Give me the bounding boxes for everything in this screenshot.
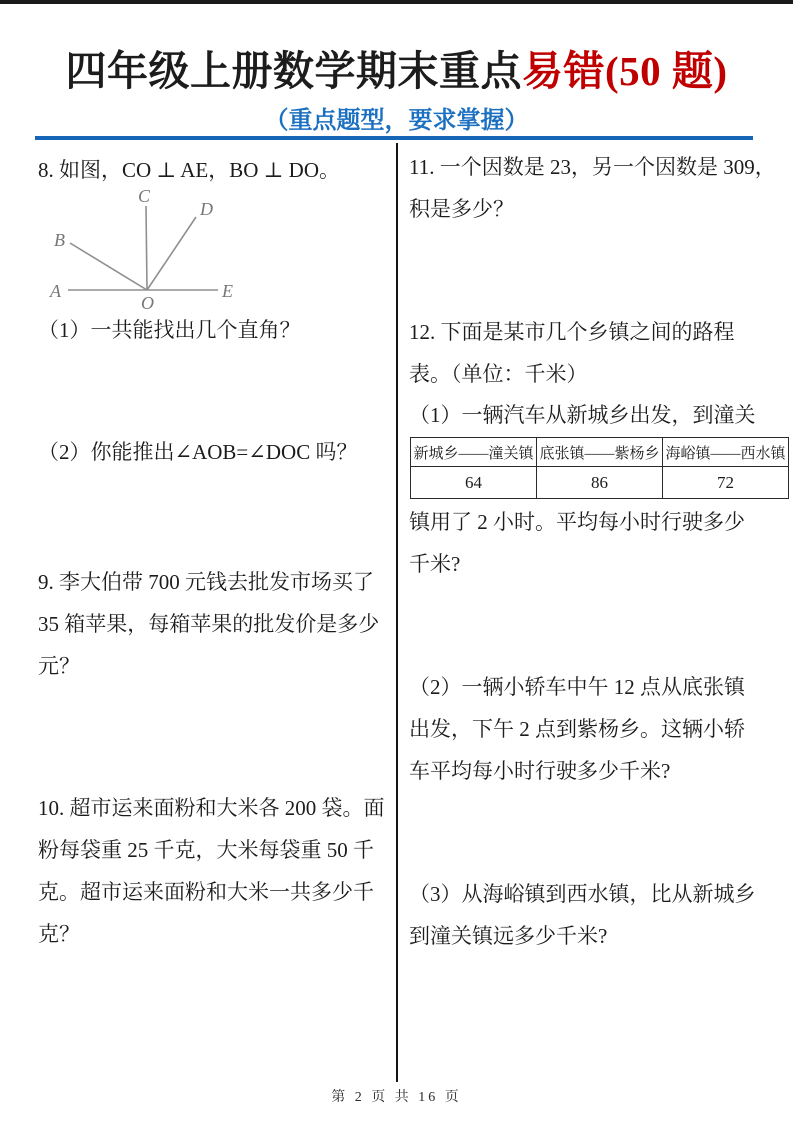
- question-12-part3-line: 到潼关镇远多少千米?: [409, 924, 608, 948]
- question-12-part2: [409, 666, 791, 792]
- distance-table-header-row: [411, 438, 789, 467]
- question-12-part1-cont-line: 镇用了 2 小时。平均每小时行驶多少: [409, 510, 745, 534]
- question-8-part2: [38, 431, 390, 473]
- distance-table-header: 海峪镇——西水镇: [663, 438, 789, 467]
- question-9-line: 35 箱苹果，每箱苹果的批发价是多少: [38, 612, 380, 636]
- distance-table-value-row: [411, 467, 789, 499]
- question-8-part2-text: （2）你能推出∠AOB=∠DOC 吗？: [38, 440, 358, 464]
- question-9-line: 元？: [38, 654, 80, 678]
- page-subtitle: （重点题型，要求掌握）: [264, 108, 529, 134]
- question-9-line: 9. 李大伯带 700 元钱去批发市场买了: [38, 570, 374, 594]
- question-12-part1-text: （1）一辆汽车从新城乡出发，到潼关: [409, 403, 756, 427]
- figure-label-b: B: [54, 230, 65, 250]
- ray-OD: [147, 217, 196, 290]
- question-8-intro: 8. 如图，CO ⊥ AE，BO ⊥ DO。: [38, 158, 341, 182]
- distance-table-header: 新城乡——潼关镇: [411, 438, 537, 467]
- figure-label-c: C: [138, 188, 151, 206]
- question-12-part2-line: （2）一辆小轿车中午 12 点从底张镇: [409, 675, 745, 699]
- distance-table-value: 86: [537, 467, 663, 499]
- question-10: [38, 787, 390, 955]
- question-11-line: 积是多少？: [409, 197, 514, 221]
- question-9: [38, 561, 390, 687]
- question-10-line: 粉每袋重 25 千克，大米每袋重 50 千: [38, 838, 374, 862]
- page-top-border: [0, 0, 793, 4]
- question-12-part3: [409, 873, 791, 957]
- question-10-line: 克。超市运来面粉和大米一共多少千: [38, 880, 374, 904]
- page-number: 第 2 页 共 16 页: [331, 1090, 462, 1105]
- figure-label-e: E: [222, 281, 233, 301]
- ray-OB: [70, 243, 147, 290]
- question-12-part1: [409, 394, 791, 436]
- question-12-part3-line: （3）从海峪镇到西水镇，比从新城乡: [409, 882, 756, 906]
- question-12-intro-line: 12. 下面是某市几个乡镇之间的路程: [409, 320, 735, 344]
- question-12-intro: [409, 311, 791, 395]
- distance-table-value: 72: [663, 467, 789, 499]
- page-title-black: 四年级上册数学期末重点: [65, 48, 522, 94]
- question-8-part1-text: （1）一共能找出几个直角？: [38, 318, 301, 342]
- page-title-red: 易错(50 题): [521, 48, 728, 94]
- question-12-part1-continued: [409, 501, 791, 585]
- column-divider: [396, 143, 398, 1082]
- question-11-line: 11. 一个因数是 23，另一个因数是 309，: [409, 155, 776, 179]
- distance-table-value: 64: [411, 467, 537, 499]
- question-12-part2-line: 车平均每小时行驶多少千米?: [409, 759, 671, 783]
- geometry-figure: [38, 188, 268, 313]
- distance-table-header: 底张镇——紫杨乡: [537, 438, 663, 467]
- ray-OC: [146, 206, 147, 290]
- figure-label-d: D: [200, 199, 213, 219]
- question-12-intro-line: 表。（单位：千米）: [409, 362, 588, 386]
- figure-label-o: O: [141, 293, 154, 313]
- page-title: [0, 38, 793, 97]
- header-rule: [35, 136, 753, 140]
- question-12-part1-cont-line: 千米?: [409, 552, 461, 576]
- figure-label-a: A: [50, 281, 61, 301]
- question-10-line: 10. 超市运来面粉和大米各 200 袋。面: [38, 796, 385, 820]
- distance-table: [410, 437, 789, 499]
- question-12-part2-line: 出发，下午 2 点到紫杨乡。这辆小轿: [409, 717, 745, 741]
- question-11: [409, 146, 791, 230]
- question-8-part1: [38, 309, 390, 351]
- question-8: [38, 149, 390, 191]
- question-10-line: 克？: [38, 922, 80, 946]
